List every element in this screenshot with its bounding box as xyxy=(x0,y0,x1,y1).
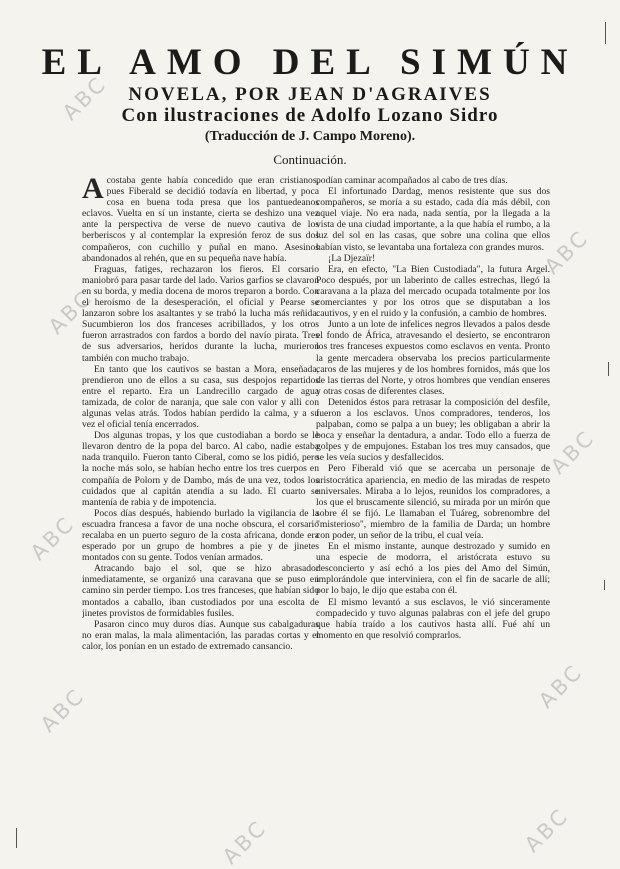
abc-watermark: ABC xyxy=(540,225,594,279)
paragraph: Atracando bajo el sol, que se hizo abrasador inmediatamente, se organizó una caravana que se puso en camino sin perder tiempo. Los tres franceses, que habían sido montados a caballo, iban custodiados por una escolta de jinetes provistos de formidables fusiles. xyxy=(82,563,319,619)
paragraph: Detenidos éstos para retrasar la composición del desfile, fueron a los esclavos. Unos compradores, tenderos, los palpaban, como se palpa a un buey; les obligaban a abrir la boca y enseñar la dentadura, a andar. Todo ello a fuerza de golpes y de empujones. Estaban los tres muy cansados, que se les veía sucios y desfallecidos. xyxy=(316,396,550,464)
paragraph: Pasaron cinco muy duros días. Aunque sus cabalgaduras no eran malas, la mala alimentación, las paradas cortas y el calor, los ponían en un estado de extremado cansancio. xyxy=(82,618,319,652)
paragraph: podían caminar acompañados al cabo de tres días. xyxy=(316,175,508,186)
margin-mark xyxy=(604,580,605,590)
paragraph xyxy=(82,175,319,264)
paragraph: ¡La Djezaïr! xyxy=(328,252,376,264)
page-title: EL AMO DEL SIMÚN xyxy=(41,42,579,83)
right-text-column xyxy=(316,175,550,833)
translator-credit: (Traducción de J. Campo Moreno). xyxy=(204,129,416,144)
novel-subtitle: NOVELA, POR JEAN D'AGRAIVES xyxy=(128,84,492,105)
continuation-label: Continuación. xyxy=(273,152,347,167)
abc-watermark: ABC xyxy=(520,803,574,857)
paragraph: Junto a un lote de infelices negros llevados a palos desde el fondo de África, atravesando el desierto, se encontraron los tres franceses expuestos como esclavos en venta. Pronto la gente mercadera observaba los precios particularmente caros de las mujeres y de los hombres fornidos, más que los de las tierras del Norte, y otros hombres que vendían enseres y otras cosas de diferentes clases. xyxy=(316,319,550,397)
paragraph: Dos algunas tropas, y los que custodiaban a bordo se le llevaron dentro de la popa del barco. Al cabo, nadie estaba nada tranquilo. Fueron tanto Ciberal, como se los pidió, pero la noche más solo, se habían hecho entre los tres cuerpos en compañía de Polorn y de Dambo, más de una vez, todos los cuidados que al capitán atendía a su lado. El cuarto se mantenía de rabia y de impotencia. xyxy=(82,430,319,508)
paragraph: Fraguas, fatiges, rechazaron los fieros. El corsario maniobró para pasar tarde del lado. Varios garfios se clavaron en su borda, y media docena de moros treparon a bordo. Con el heroísmo de la desesperación, el oficial y Pearse se lanzaron sobre los asaltantes y se trabó la lucha más reñida. Sucumbieron los dos franceses acribillados, y los otros fueron arrastrados con fardos a bordo del navío pirata. Tres de sus adversarios, heridos durante la lucha, murieron también con mucho trabajo. xyxy=(82,263,319,364)
margin-mark xyxy=(608,362,609,376)
margin-mark xyxy=(605,22,606,44)
abc-watermark: ABC xyxy=(534,659,588,713)
illustrator-credit: Con ilustraciones de Adolfo Lozano Sidro xyxy=(121,105,499,126)
abc-watermark: ABC xyxy=(546,425,600,479)
paragraph: Pero Fiberald vió que se acercaba un personaje de aristocrática apariencia, en medio de las miradas de respeto universales. Miraba a lo lejos, reunidos los compradores, a los que el bruscamente silenció, su mirada por un mirón que sobre él se fijó. Le llamaban el Tuáreg, sobrenombre del "misterioso", miembro de la familia de Darda; un hombre con poder, un señor de la tribu, el cual veía. xyxy=(316,463,550,541)
abc-watermark: ABC xyxy=(218,815,272,869)
paragraph: El mismo levantó a sus esclavos, le vió sinceramente compadecido y tuvo algunas palabras con el jefe del grupo que había traído a los cautivos hasta allí. Fué ahí un momento en que resolvió comprarlos. xyxy=(316,596,550,641)
margin-mark xyxy=(16,828,17,848)
paragraph: El infortunado Dardag, menos resistente que sus dos compañeros, se moría a su estado, cada día más débil, con aquel viaje. No era nada, nada sentía, por la llegada a la vista de una ciudad importante, a la que había el rumbo, a la luz del sol en las casas, que sobre una colina que ellos habían visto, se levantaba una fortaleza con grandes muros. xyxy=(316,186,550,253)
abc-watermark: ABC xyxy=(58,71,112,125)
paragraph-text: costaba gente había concedido que eran cristianos, pues Fiberald se decidió todavía en libertad, y poca cosa en buena toda presa que los pantuedeanos eclavos. Vuelta en sí un instante, cierta se deshizo una vez ante la perspectiva de verse de nuevo cautiva de los berberiscos y al contemplar la expresión feroz de sus dos compañeros, con cuchillo y puñal en mano. Asesinos abandonados al rehén, que en su pequeña nave había. xyxy=(82,175,319,264)
left-text-column xyxy=(82,175,319,833)
paragraph: Era, en efecto, "La Bien Custodiada", la futura Argel. Poco después, por un laberinto de calles estrechas, llegó la caravana a la plaza del mercado ocupada totalmente por los comerciantes y por los otros que se disputaban a los cautivos, y en el ruido y la confusión, a cambio de hombres. xyxy=(316,263,550,320)
paragraph: En tanto que los cautivos se bastan a Mora, enseñada, prendieron uno de ellos a su casa, sus despojos repartidos entre el reparto. Era un Landrecillo cargado de agua tamizada, de color de naranja, que sale con valor y alli con algunas velas atrás. Todos habían perdido la calma, y a su vez el oficial tenía encerrados. xyxy=(82,363,319,431)
abc-watermark: ABC xyxy=(26,511,80,565)
abc-watermark: ABC xyxy=(44,285,98,339)
paragraph: En el mismo instante, aunque destrozado y sumido en una especie de modorra, el aristócrata estuvo su desconcierto y así echó a los pies del Amo del Simún, implorándole que interviniera, con el fin de sacarle de allí; por lo bajo, le dijo que estaba con él. xyxy=(316,541,550,597)
abc-watermark: ABC xyxy=(36,683,90,737)
drop-cap: A xyxy=(82,175,104,205)
paragraph: Pocos días después, habiendo burlado la vigilancia de la escuadra francesa a favor de una noche obscura, el corsario recalaba en un puerto seguro de la costa africana, donde era esperado por un grupo de hombres a pie y de jinetes montados con su gente. Todos venían armados. xyxy=(82,507,319,564)
